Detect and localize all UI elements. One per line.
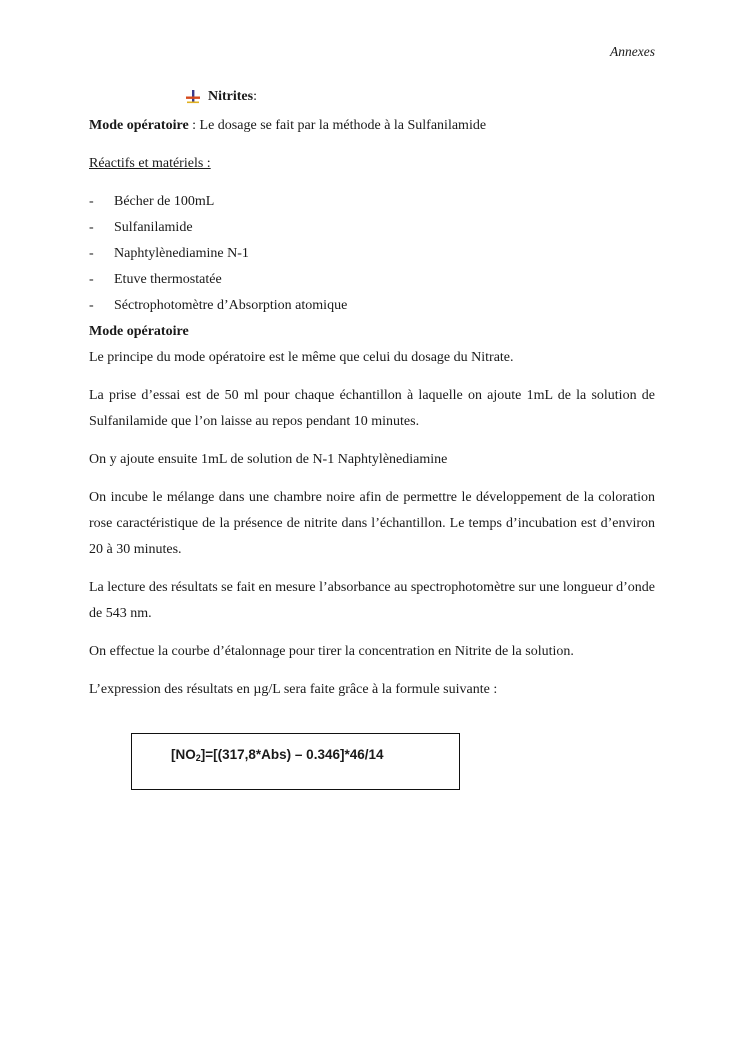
cross-bullet-icon <box>186 90 200 104</box>
formula <box>171 747 384 763</box>
formula-box <box>131 733 460 790</box>
paragraph: On incube le mélange dans une chambre noire afin de permettre le développement de la coloration rose caractéristique de la présence de nitrite dans l’échantillon. Le temps d’incubation est d’environ 20 à 30 minutes. <box>89 490 655 557</box>
list-item-text: Etuve thermostatée <box>114 272 222 287</box>
section-title-text: Nitrites <box>208 89 254 104</box>
list-dash: - <box>89 220 94 235</box>
list-item-text: Naphtylènediamine N-1 <box>114 246 249 261</box>
paragraph: Le principe du mode opératoire est le même que celui du dosage du Nitrate. <box>89 350 514 365</box>
page-header: Annexes <box>610 44 655 59</box>
document-body <box>89 113 655 703</box>
reactifs-heading: Réactifs et matériels : <box>89 156 211 171</box>
list-dash: - <box>89 272 94 287</box>
list-item <box>89 293 655 319</box>
list-dash: - <box>89 246 94 261</box>
formula-prefix: [NO <box>171 747 196 762</box>
paragraph: La prise d’essai est de 50 ml pour chaque échantillon à laquelle on ajoute 1mL de la solution de Sulfanilamide que l’on laisse au repos pendant 10 minutes. <box>89 388 655 429</box>
list-dash: - <box>89 194 94 209</box>
paragraph: On y ajoute ensuite 1mL de solution de N-1 Naphtylènediamine <box>89 452 448 467</box>
list-item-text: Sulfanilamide <box>114 220 193 235</box>
list-item <box>89 215 655 241</box>
paragraph: L’expression des résultats en µg/L sera faite grâce à la formule suivante : <box>89 682 498 697</box>
paragraph: La lecture des résultats se fait en mesure l’absorbance au spectrophotomètre sur une longueur d’onde de 543 nm. <box>89 580 656 621</box>
reactifs-list <box>89 189 655 319</box>
paragraph: On effectue la courbe d’étalonnage pour tirer la concentration en Nitrite de la solution. <box>89 644 574 659</box>
list-item <box>89 189 655 215</box>
list-item <box>89 267 655 293</box>
mode-heading-text: Mode opératoire <box>89 324 189 339</box>
section-title-suffix: : <box>253 89 257 104</box>
mode-line-label: Mode opératoire <box>89 118 189 133</box>
section-title <box>186 89 257 105</box>
formula-rest: ]=[(317,8*Abs) – 0.346]*46/14 <box>200 747 384 762</box>
list-item-text: Bécher de 100mL <box>114 194 215 209</box>
mode-line <box>89 113 655 139</box>
list-dash: - <box>89 298 94 313</box>
formula-subscript: 2 <box>195 753 201 763</box>
mode-heading <box>89 319 655 345</box>
list-item-text: Séctrophotomètre d’Absorption atomique <box>114 298 348 313</box>
list-item <box>89 241 655 267</box>
mode-line-text: : Le dosage se fait par la méthode à la Sulfanilamide <box>188 118 487 133</box>
